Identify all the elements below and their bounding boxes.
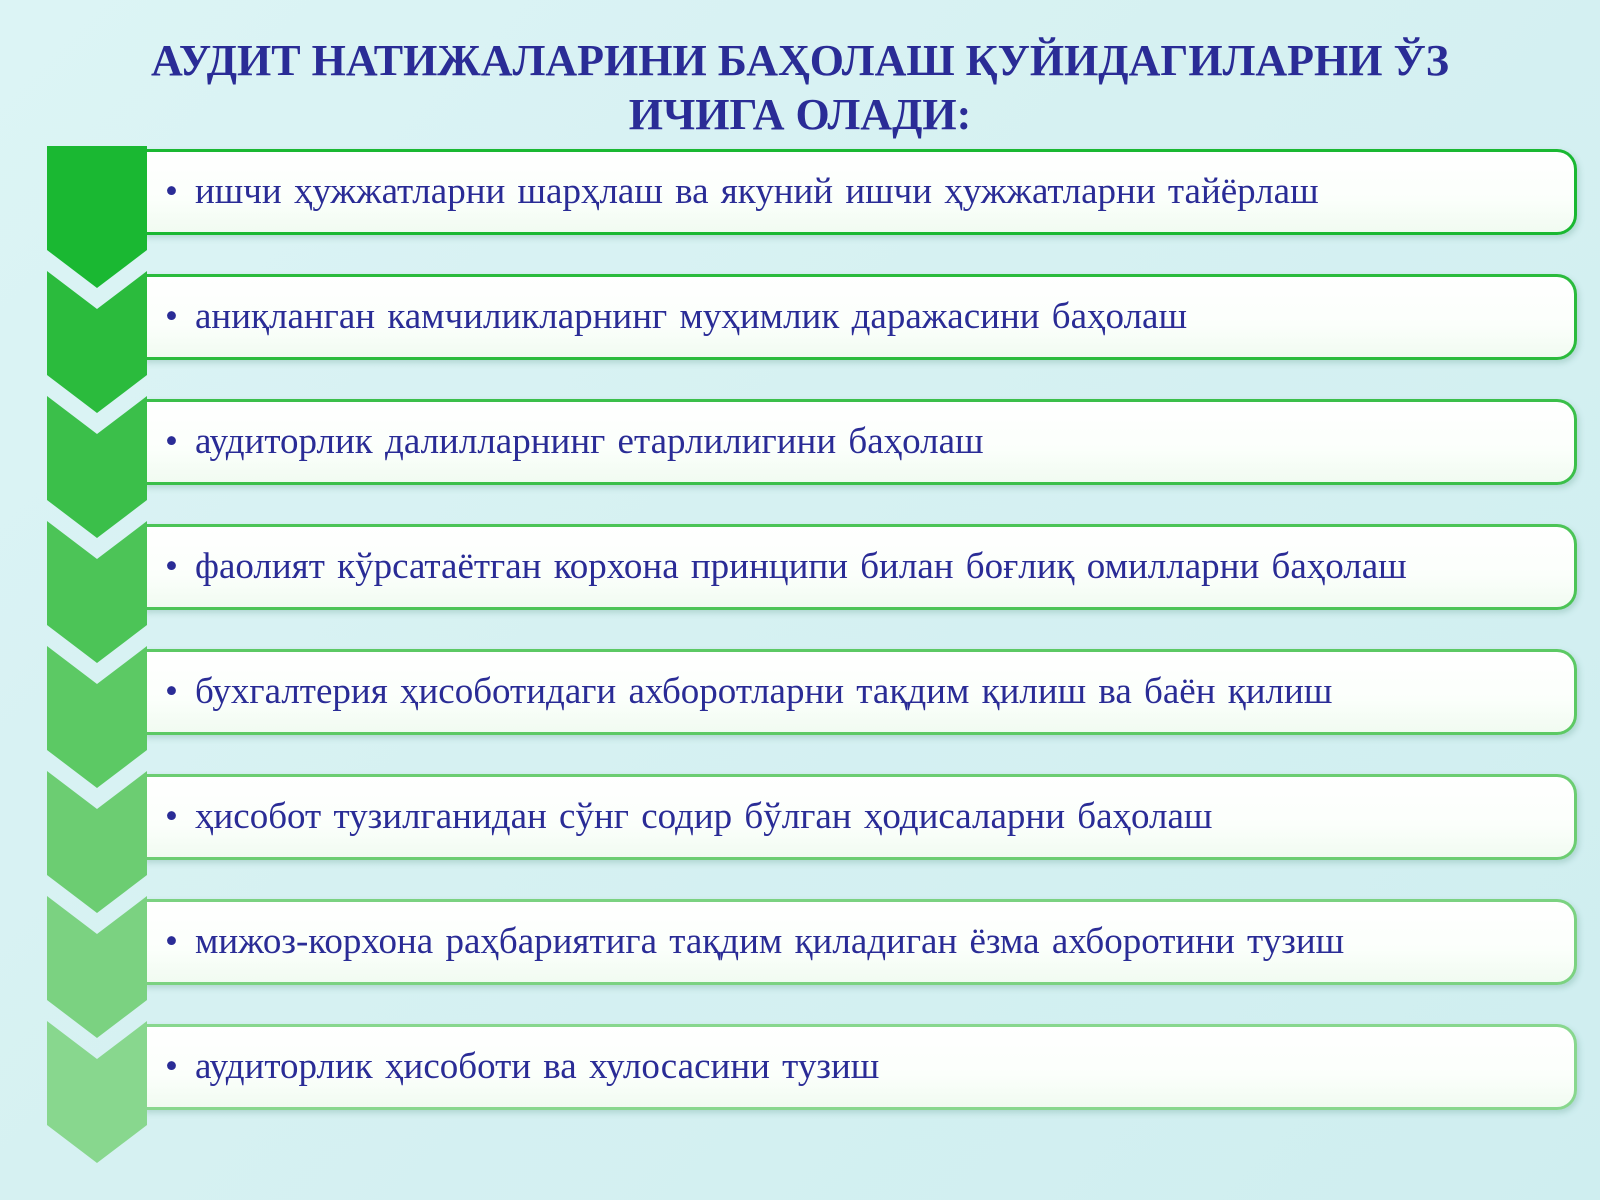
step-label bbox=[165, 777, 1212, 857]
step-text: аниқланган камчиликларнинг муҳимлик даражасини баҳолаш bbox=[195, 296, 1187, 337]
bullet-icon: • bbox=[165, 546, 178, 587]
step-label bbox=[165, 1027, 879, 1107]
bullet-icon: • bbox=[165, 796, 178, 837]
step-text: фаолият кўрсатаётган корхона принципи билан боғлиқ омилларни баҳолаш bbox=[195, 546, 1407, 587]
step-text: аудиторлик далилларнинг етарлилигини баҳолаш bbox=[195, 421, 984, 462]
step-text: бухгалтерия ҳисоботидаги ахборотларни тақдим қилиш ва баён қилиш bbox=[195, 671, 1333, 712]
step-text: ишчи ҳужжатларни шарҳлаш ва якуний ишчи ҳужжатларни тайёрлаш bbox=[195, 171, 1319, 212]
chevron-arrow-icon bbox=[47, 896, 147, 1038]
step-label bbox=[165, 652, 1332, 732]
step-label bbox=[165, 277, 1187, 357]
page-title bbox=[0, 34, 1600, 142]
step-text: ҳисобот тузилганидан сўнг содир бўлган ҳодисаларни баҳолаш bbox=[195, 796, 1213, 837]
step-box bbox=[143, 274, 1577, 360]
step-box bbox=[143, 899, 1577, 985]
step-box bbox=[143, 649, 1577, 735]
step-label bbox=[165, 152, 1319, 232]
step-label bbox=[165, 527, 1407, 607]
step-label bbox=[165, 402, 984, 482]
chevron-arrow-icon bbox=[47, 646, 147, 788]
bullet-icon: • bbox=[165, 1046, 178, 1087]
bullet-icon: • bbox=[165, 421, 178, 462]
chevron-arrow-icon bbox=[47, 271, 147, 413]
chevron-arrow-icon bbox=[47, 146, 147, 288]
chevron-arrow-icon bbox=[47, 396, 147, 538]
step-box bbox=[143, 399, 1577, 485]
bullet-icon: • bbox=[165, 921, 178, 962]
step-box bbox=[143, 149, 1577, 235]
step-box bbox=[143, 1024, 1577, 1110]
step-box bbox=[143, 774, 1577, 860]
step-box bbox=[143, 524, 1577, 610]
step-label bbox=[165, 902, 1344, 982]
step-text: аудиторлик ҳисоботи ва хулосасини тузиш bbox=[195, 1046, 880, 1087]
title-line-1: АУДИТ НАТИЖАЛАРИНИ БАҲОЛАШ ҚУЙИДАГИЛАРНИ ЎЗ bbox=[151, 36, 1449, 85]
chevron-arrow-icon bbox=[47, 521, 147, 663]
step-text: мижоз-корхона раҳбариятига тақдим қиладиган ёзма ахборотини тузиш bbox=[195, 921, 1345, 962]
bullet-icon: • bbox=[165, 296, 178, 337]
title-line-2: ИЧИГА ОЛАДИ: bbox=[628, 90, 972, 139]
bullet-icon: • bbox=[165, 671, 178, 712]
chevron-arrow-icon bbox=[47, 771, 147, 913]
chevron-arrow-icon bbox=[47, 1021, 147, 1163]
bullet-icon: • bbox=[165, 171, 178, 212]
